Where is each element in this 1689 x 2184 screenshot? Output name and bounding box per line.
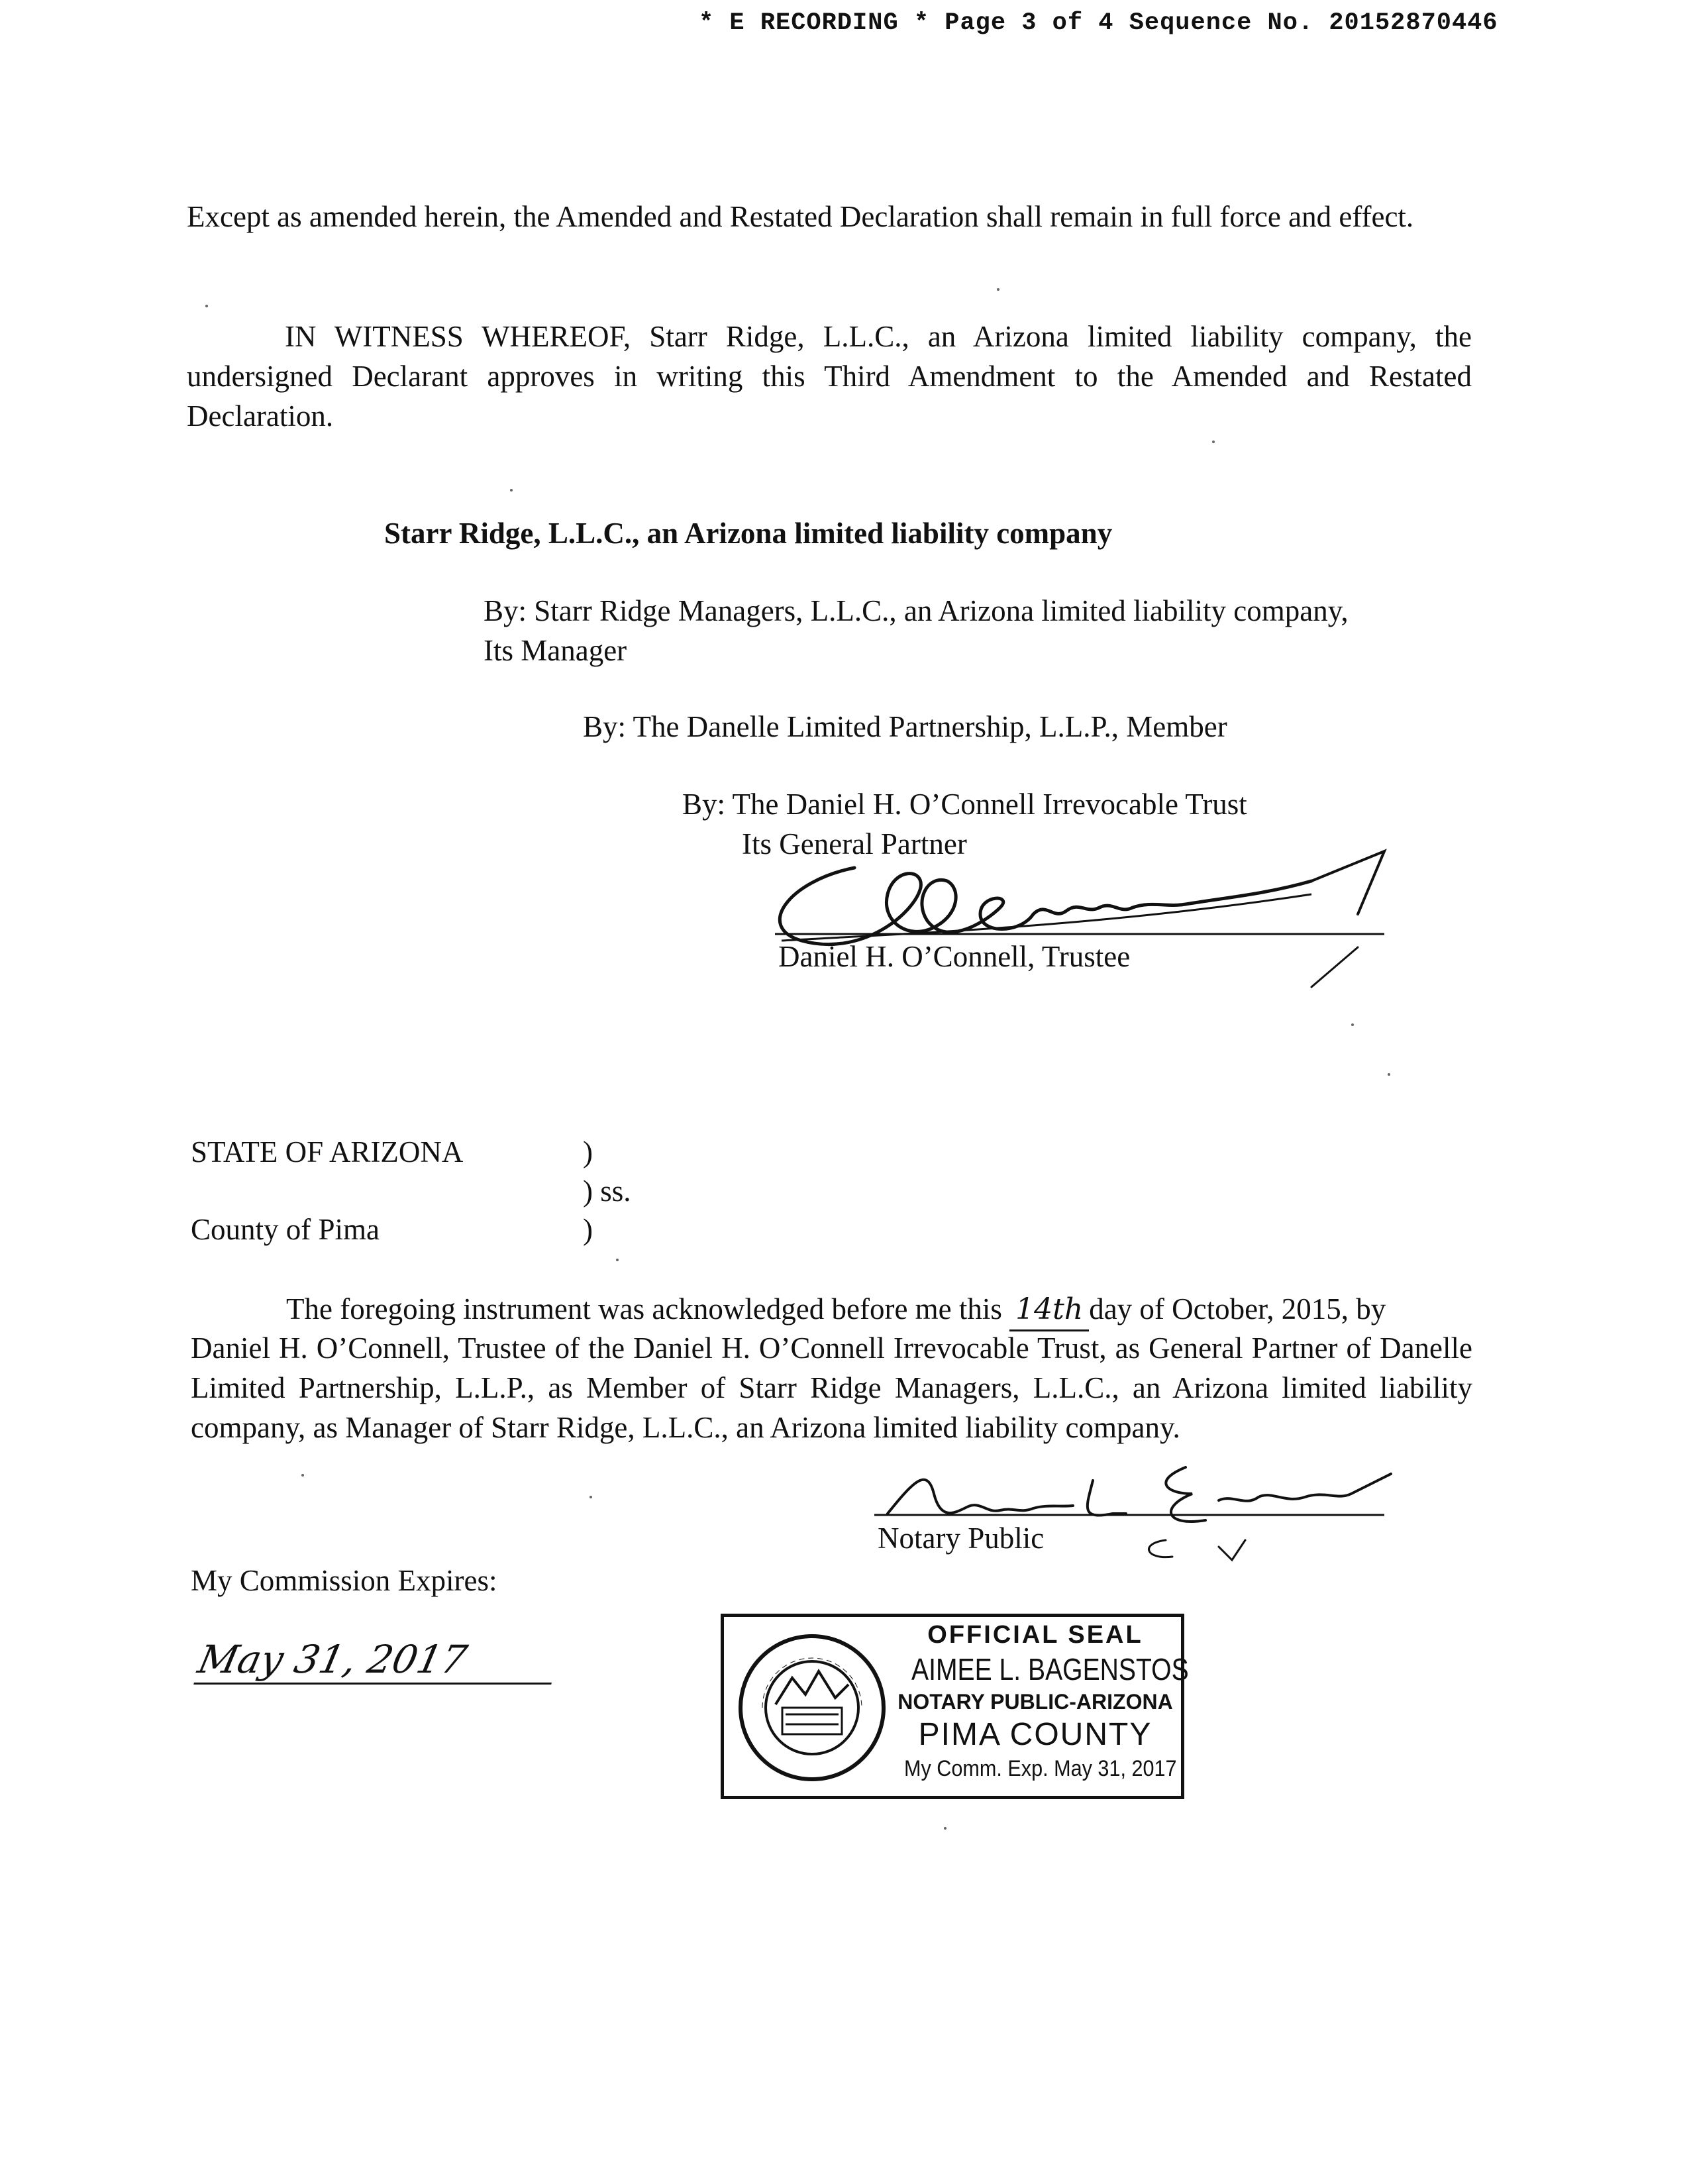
by-trust-line1: By: The Daniel H. O’Connell Irrevocable Trust — [682, 788, 1247, 821]
venue-county: County of Pima — [191, 1213, 380, 1246]
official-seal-stamp — [721, 1614, 1189, 1799]
notary-public-label: Notary Public — [878, 1522, 1045, 1555]
venue-state: STATE OF ARIZONA — [191, 1135, 464, 1169]
ack-text-before-day: The foregoing instrument was acknowledged before me this — [286, 1292, 1002, 1326]
scan-speck — [1388, 1073, 1390, 1076]
venue-paren-1: ) — [583, 1135, 593, 1169]
seal-name: AIMEE L. BAGENSTOS — [911, 1652, 1189, 1687]
paragraph-witness: IN WITNESS WHEREOF, Starr Ridge, L.L.C., an Arizona limited liability company, the undersigned Declarant approves in writing this Third Amendment to the Amended and Restated Declaration. — [187, 320, 1472, 433]
ack-text-after-day: day of October, 2015, by — [1089, 1292, 1386, 1326]
by-trust-line2: Its General Partner — [742, 827, 967, 860]
scan-speck — [589, 1496, 592, 1498]
arizona-great-seal-icon — [736, 1632, 888, 1784]
acknowledgment-first-line — [286, 1289, 1386, 1331]
seal-expiry: My Comm. Exp. May 31, 2017 — [904, 1756, 1177, 1781]
by-manager-line1: By: Starr Ridge Managers, L.L.C., an Arizona limited liability company, — [484, 594, 1349, 627]
ack-day-handwritten: 14th — [1009, 1290, 1089, 1331]
by-manager-line2: Its Manager — [484, 634, 627, 667]
scan-speck — [944, 1827, 947, 1830]
scan-speck — [301, 1474, 304, 1477]
seal-title: OFFICIAL SEAL — [927, 1621, 1143, 1649]
scan-speck — [1212, 441, 1215, 443]
company-name: Starr Ridge, L.L.C., an Arizona limited liability company — [384, 517, 1113, 550]
by-member: By: The Danelle Limited Partnership, L.L.P., Member — [583, 710, 1227, 743]
trustee-name: Daniel H. O’Connell, Trustee — [778, 940, 1131, 973]
scan-speck — [510, 489, 513, 492]
paragraph-amendment-effect: Except as amended herein, the Amended and Restated Declaration shall remain in full force and effect. — [187, 200, 1414, 233]
scan-speck — [616, 1259, 619, 1261]
scan-speck — [1351, 1023, 1354, 1026]
acknowledgment-body: Daniel H. O’Connell, Trustee of the Daniel H. O’Connell Irrevocable Trust, as General Partner of Danelle Limited Partnership, L.L.P., as Member of Starr Ridge Managers, L.L.C., an Arizona limited liability company, as Manager of Starr Ridge, L.L.C., an Arizona limited liability company. — [191, 1331, 1472, 1444]
seal-role: NOTARY PUBLIC-ARIZONA — [897, 1690, 1173, 1714]
commission-label: My Commission Expires: — [191, 1564, 497, 1597]
seal-county: PIMA COUNTY — [918, 1717, 1152, 1752]
scan-speck — [205, 305, 208, 307]
venue-ss: ) ss. — [583, 1174, 631, 1208]
scan-speck — [997, 288, 999, 291]
commission-expiry-handwritten: May 31, 2017 — [193, 1636, 562, 1685]
venue-paren-3: ) — [583, 1213, 593, 1246]
recording-header: * E RECORDING * Page 3 of 4 Sequence No. 20152870446 — [699, 9, 1498, 37]
